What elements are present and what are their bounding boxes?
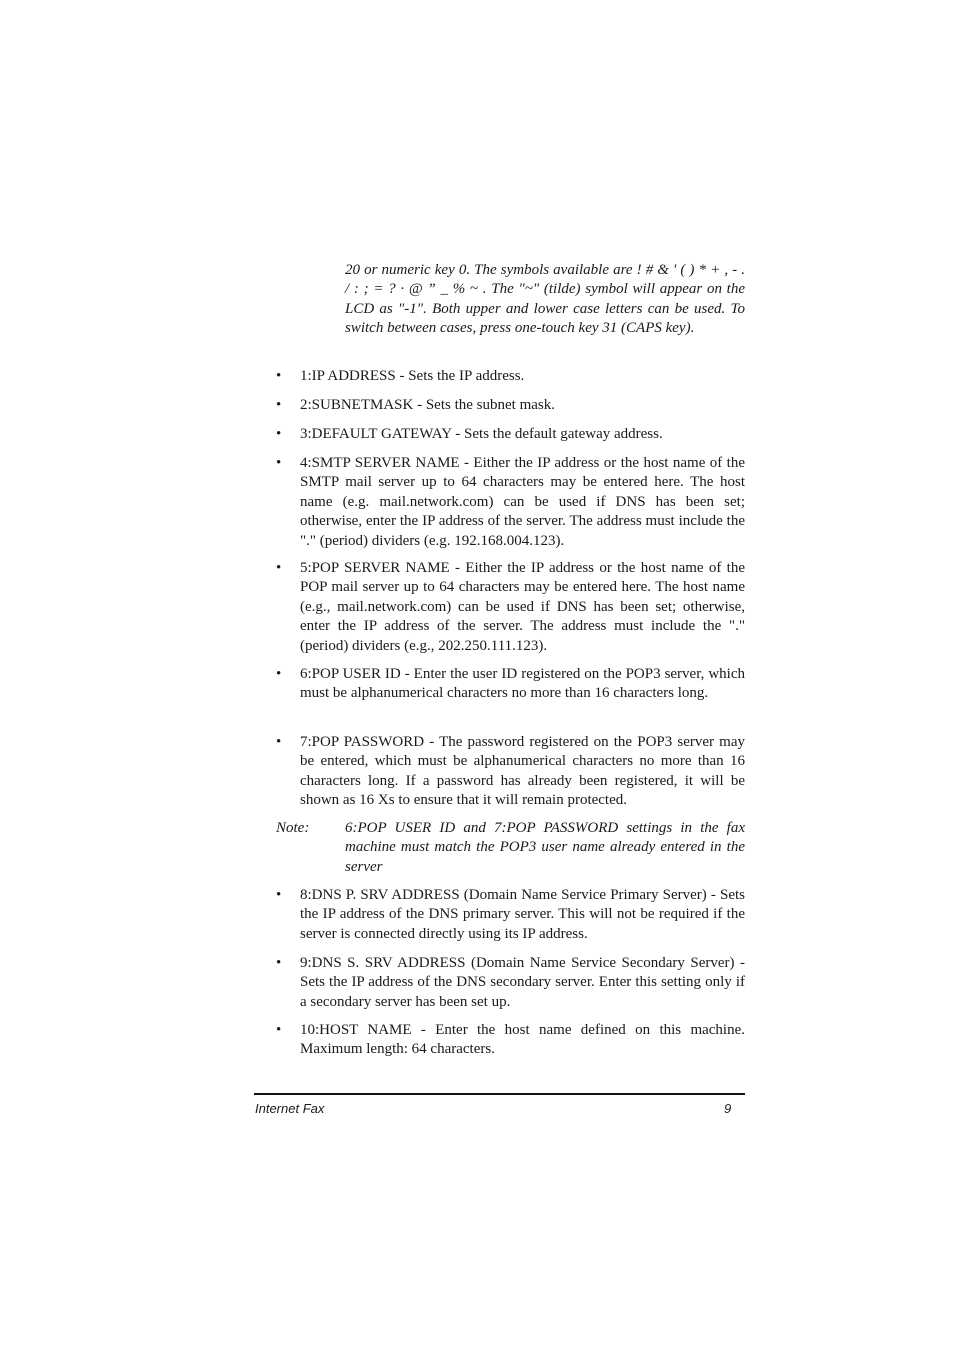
bullet: • — [276, 1022, 282, 1038]
list-item-text: 5:POP SERVER NAME - Either the IP address or the host name of the POP mail server up to 64 characters may be entered here. The host name (e.g., mail.network.com) can be used if DNS has been set; otherwise, enter the IP address of the server. The address must include the "." (period) dividers (e.g., 202.250.111.123). — [300, 560, 745, 654]
bullet: • — [276, 368, 282, 384]
list-item-pop-server-name — [276, 559, 745, 656]
list-item-pop-password — [276, 733, 745, 811]
bullet: • — [276, 455, 282, 471]
bullet: • — [276, 560, 282, 576]
bullet: • — [276, 397, 282, 413]
bullet: • — [276, 887, 282, 903]
note-block — [276, 819, 745, 877]
list-item-dns-primary — [276, 886, 745, 944]
list-item-text: 9:DNS S. SRV ADDRESS (Domain Name Service Secondary Server) - Sets the IP address of the DNS secondary server. Enter this setting only if a secondary server has been set up. — [300, 955, 745, 1010]
list-item-default-gateway — [276, 425, 745, 444]
list-item-ip-address — [276, 367, 745, 386]
list-item-text: 1:IP ADDRESS - Sets the IP address. — [300, 368, 525, 384]
list-item-text: 10:HOST NAME - Enter the host name defined on this machine. Maximum length: 64 characters. — [300, 1022, 745, 1058]
bullet: • — [276, 426, 282, 442]
continuation-note: 20 or numeric key 0. The symbols available are ! # & ' ( ) * + , - . / : ; = ? · @ ” _ % ~ . The "~" (tilde) symbol will appear on the LCD as "-1". Both upper and lower case letters can be used. To switch between cases, press one-touch key 31 (CAPS key). — [345, 262, 745, 337]
page-number: 9 — [724, 1101, 732, 1116]
list-item-text: 8:DNS P. SRV ADDRESS (Domain Name Service Primary Server) - Sets the IP address of the DNS primary server. This will not be required if the server is connected directly using its IP address. — [300, 887, 745, 942]
list-item-host-name — [276, 1021, 745, 1060]
note-label: Note: — [276, 820, 310, 836]
list-item-smtp-server-name — [276, 454, 745, 551]
list-item-text: 2:SUBNETMASK - Sets the subnet mask. — [300, 397, 555, 413]
list-item-pop-user-id — [276, 665, 745, 704]
list-item-subnet-mask — [276, 396, 745, 415]
footer-divider — [254, 1093, 745, 1095]
bullet: • — [276, 734, 282, 750]
bullet: • — [276, 955, 282, 971]
list-item-dns-secondary — [276, 954, 745, 1012]
bullet: • — [276, 666, 282, 682]
list-item-text: 4:SMTP SERVER NAME - Either the IP address or the host name of the SMTP mail server up to 64 characters may be entered here. The host name (e.g. mail.network.com) can be used if DNS has been set; otherwise, enter the IP address of the server. The address must include the "." (period) dividers (e.g. 192.168.004.123). — [300, 455, 745, 549]
footer-title: Internet Fax — [255, 1101, 325, 1116]
note-text: 6:POP USER ID and 7:POP PASSWORD settings in the fax machine must match the POP3 user name already entered in the server — [345, 820, 745, 875]
list-item-text: 7:POP PASSWORD - The password registered on the POP3 server may be entered, which must be alphanumerical characters no more than 16 characters long. If a password has already been registered, it will be shown as 16 Xs to ensure that it will remain protected. — [300, 734, 745, 809]
list-item-text: 6:POP USER ID - Enter the user ID registered on the POP3 server, which must be alphanumerical characters no more than 16 characters long. — [300, 666, 745, 702]
list-item-text: 3:DEFAULT GATEWAY - Sets the default gateway address. — [300, 426, 663, 442]
